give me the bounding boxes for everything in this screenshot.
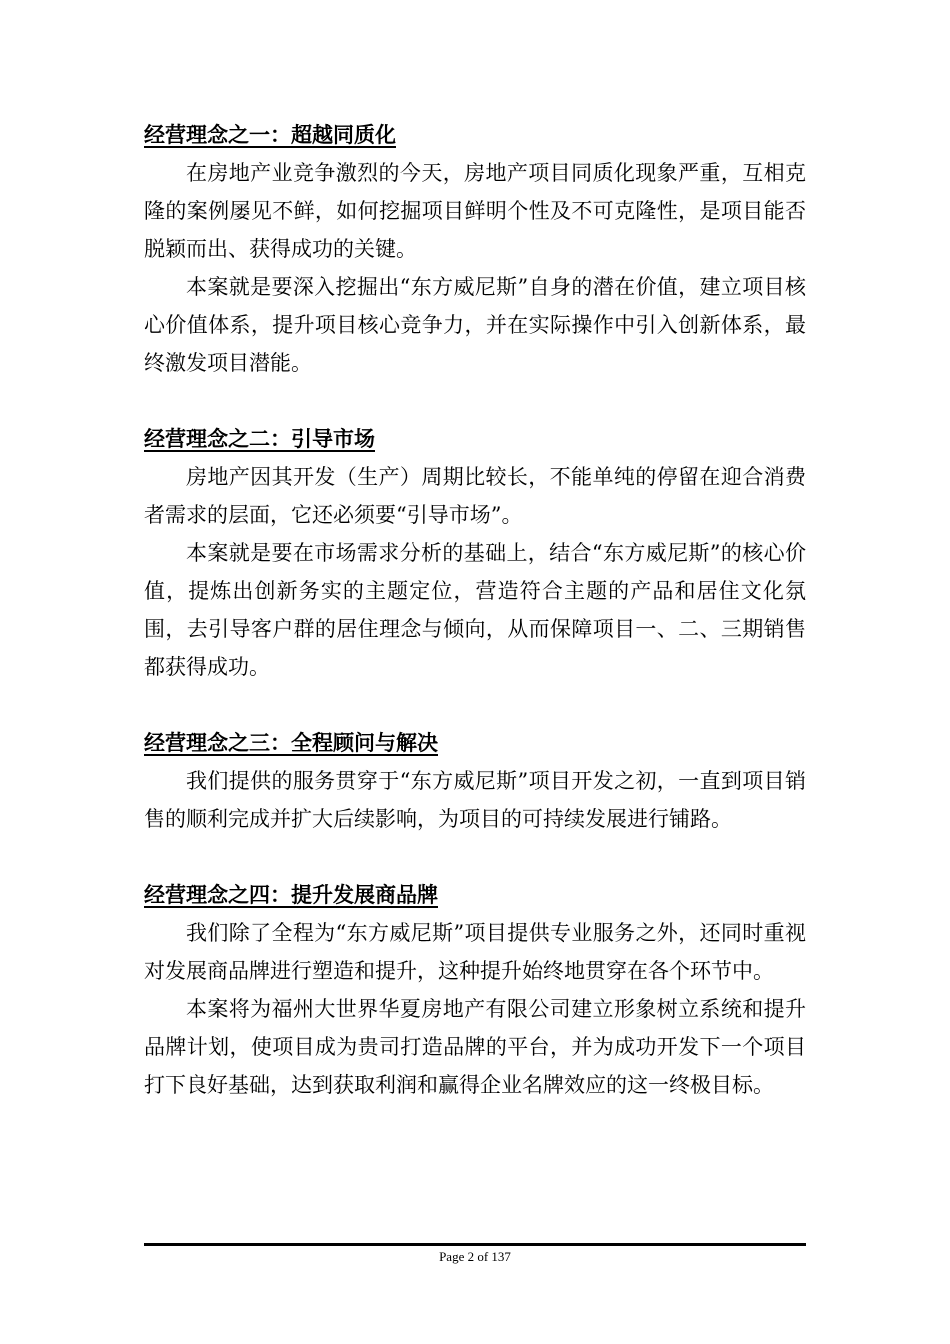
section-1	[144, 116, 806, 382]
page-number: Page 2 of 137	[439, 1249, 511, 1264]
section-heading: 经营理念之三：全程顾问与解决	[144, 730, 438, 755]
section-heading: 经营理念之二：引导市场	[144, 426, 375, 451]
section-heading: 经营理念之一：超越同质化	[144, 122, 396, 147]
paragraph: 在房地产业竞争激烈的今天，房地产项目同质化现象严重，互相克隆的案例屡见不鲜，如何挖掘项目鲜明个性及不可克隆性，是项目能否脱颖而出、获得成功的关键。	[144, 161, 806, 261]
footer-divider	[144, 1243, 806, 1246]
section-2	[144, 420, 806, 686]
section-3	[144, 724, 806, 838]
section-heading: 经营理念之四：提升发展商品牌	[144, 882, 438, 907]
page-content	[144, 116, 806, 1142]
paragraph: 房地产因其开发（生产）周期比较长，不能单纯的停留在迎合消费者需求的层面，它还必须要“引导市场”。	[144, 465, 806, 527]
paragraph: 我们提供的服务贯穿于“东方威尼斯”项目开发之初，一直到项目销售的顺利完成并扩大后续影响，为项目的可持续发展进行铺路。	[144, 769, 806, 831]
paragraph: 本案将为福州大世界华夏房地产有限公司建立形象树立系统和提升品牌计划，使项目成为贵司打造品牌的平台，并为成功开发下一个项目打下良好基础，达到获取利润和赢得企业名牌效应的这一终极目标。	[144, 997, 806, 1097]
paragraph: 本案就是要在市场需求分析的基础上，结合“东方威尼斯”的核心价值，提炼出创新务实的主题定位，营造符合主题的产品和居住文化氛围，去引导客户群的居住理念与倾向，从而保障项目一、二、三期销售都获得成功。	[144, 541, 806, 679]
section-4	[144, 876, 806, 1104]
paragraph: 本案就是要深入挖掘出“东方威尼斯”自身的潜在价值，建立项目核心价值体系，提升项目核心竞争力，并在实际操作中引入创新体系，最终激发项目潜能。	[144, 275, 806, 375]
paragraph: 我们除了全程为“东方威尼斯”项目提供专业服务之外，还同时重视对发展商品牌进行塑造和提升，这种提升始终地贯穿在各个环节中。	[144, 921, 806, 983]
